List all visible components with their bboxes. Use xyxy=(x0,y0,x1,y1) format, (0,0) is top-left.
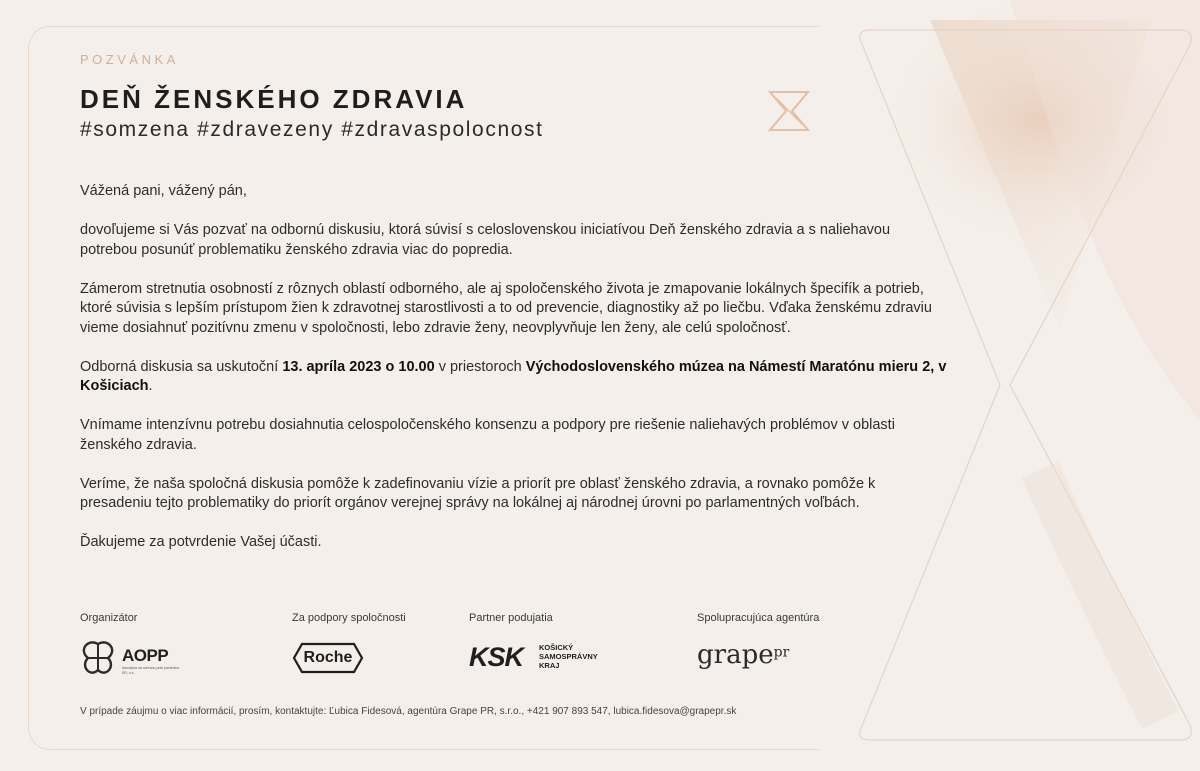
partner-label: Partner podujatia xyxy=(469,612,553,624)
paragraph-consensus: Vnímame intenzívnu potrebu dosiahnutia celospoločenského konsenzu a podpory pre riešenie naliehavých problémov v oblasti ženského zdravia. xyxy=(80,417,895,453)
x-logo-icon xyxy=(766,90,812,132)
grape-wordmark: grape xyxy=(697,640,774,670)
grapepr-logo xyxy=(697,640,789,670)
ksk-wordmark: KSK xyxy=(469,642,524,672)
event-text: Odborná diskusia sa uskutoční xyxy=(80,358,283,375)
paragraph-purpose: Zámerom stretnutia osobností z rôznych oblastí odborného, ale aj spoločenského života je zmapovanie lokálnych špecifík a potrieb, ktoré súvisia s lepším prístupom žien k zdravotnej starostlivosti a to od prevencie, diagnostiky až po liečbu. Vďaka ženskému zdraviu vieme dosiahnuť pozitívnu zmenu v spoločnosti, lebo zdravie ženy, neovplyvňuje len ženy, ale celú spoločnosť. xyxy=(80,280,932,336)
aopp-subtitle: Asociácia na ochranu práv pacientov SR, o.z. xyxy=(122,666,180,675)
ksk-subtitle-line: KRAJ xyxy=(539,661,560,670)
agency-label: Spolupracujúca agentúra xyxy=(697,612,820,624)
invitation-letter xyxy=(80,182,950,572)
contact-footer: V prípade záujmu o viac informácií, prosím, kontaktujte: Ľubica Fidesová, agentúra Grape PR, s.r.o., +421 907 893 547, lubica.fidesova@grapepr.sk xyxy=(80,706,737,717)
ksk-subtitle xyxy=(539,643,598,670)
ksk-subtitle-line: SAMOSPRÁVNY xyxy=(539,652,598,661)
grape-pr-superscript: pr xyxy=(773,644,790,661)
paragraph-event-details xyxy=(80,358,950,397)
invitation-label: POZVÁNKA xyxy=(80,52,179,67)
ksk-subtitle-line: KOŠICKÝ xyxy=(539,643,574,652)
page-title: DEŇ ŽENSKÉHO ZDRAVIA xyxy=(80,84,468,114)
supporter-label: Za podpory spoločnosti xyxy=(292,612,406,624)
roche-wordmark: Roche xyxy=(303,649,353,666)
greeting: Vážená pani, vážený pán, xyxy=(80,183,247,199)
event-location: Východoslovenského múzea na Námestí Maratónu mieru 2, v Košiciach xyxy=(80,358,947,394)
aopp-knot-icon xyxy=(78,640,118,678)
organizer-label: Organizátor xyxy=(80,612,138,624)
paragraph-vision: Veríme, že naša spoločná diskusia pomôže k zadefinovaniu vízie a priorít pre oblasť ženského zdravia, a rovnako pomôže k presadeniu tejto problematiky do priorít orgánov verejnej správy na lokálnej aj národnej úrovni po parlamentných voľbách. xyxy=(80,475,876,511)
hashtags: #somzena #zdravezeny #zdravaspolocnost xyxy=(80,118,544,141)
event-text: . xyxy=(148,378,153,394)
event-date: 13. apríla 2023 o 10.00 xyxy=(282,358,435,375)
ksk-logo xyxy=(469,640,609,676)
paragraph-intro: dovoľujeme si Vás pozvať na odbornú diskusiu, ktorá súvisí s celoslovenskou iniciatívou Deň ženského zdravia a s naliehavou potrebou posunúť problematiku ženského zdravia viac do popredia. xyxy=(80,222,891,258)
closing: Ďakujeme za potvrdenie Vašej účasti. xyxy=(80,534,322,550)
aopp-wordmark: AOPP xyxy=(122,646,169,665)
aopp-logo xyxy=(78,640,188,680)
roche-logo xyxy=(292,642,364,679)
event-text: v priestoroch xyxy=(434,358,526,375)
